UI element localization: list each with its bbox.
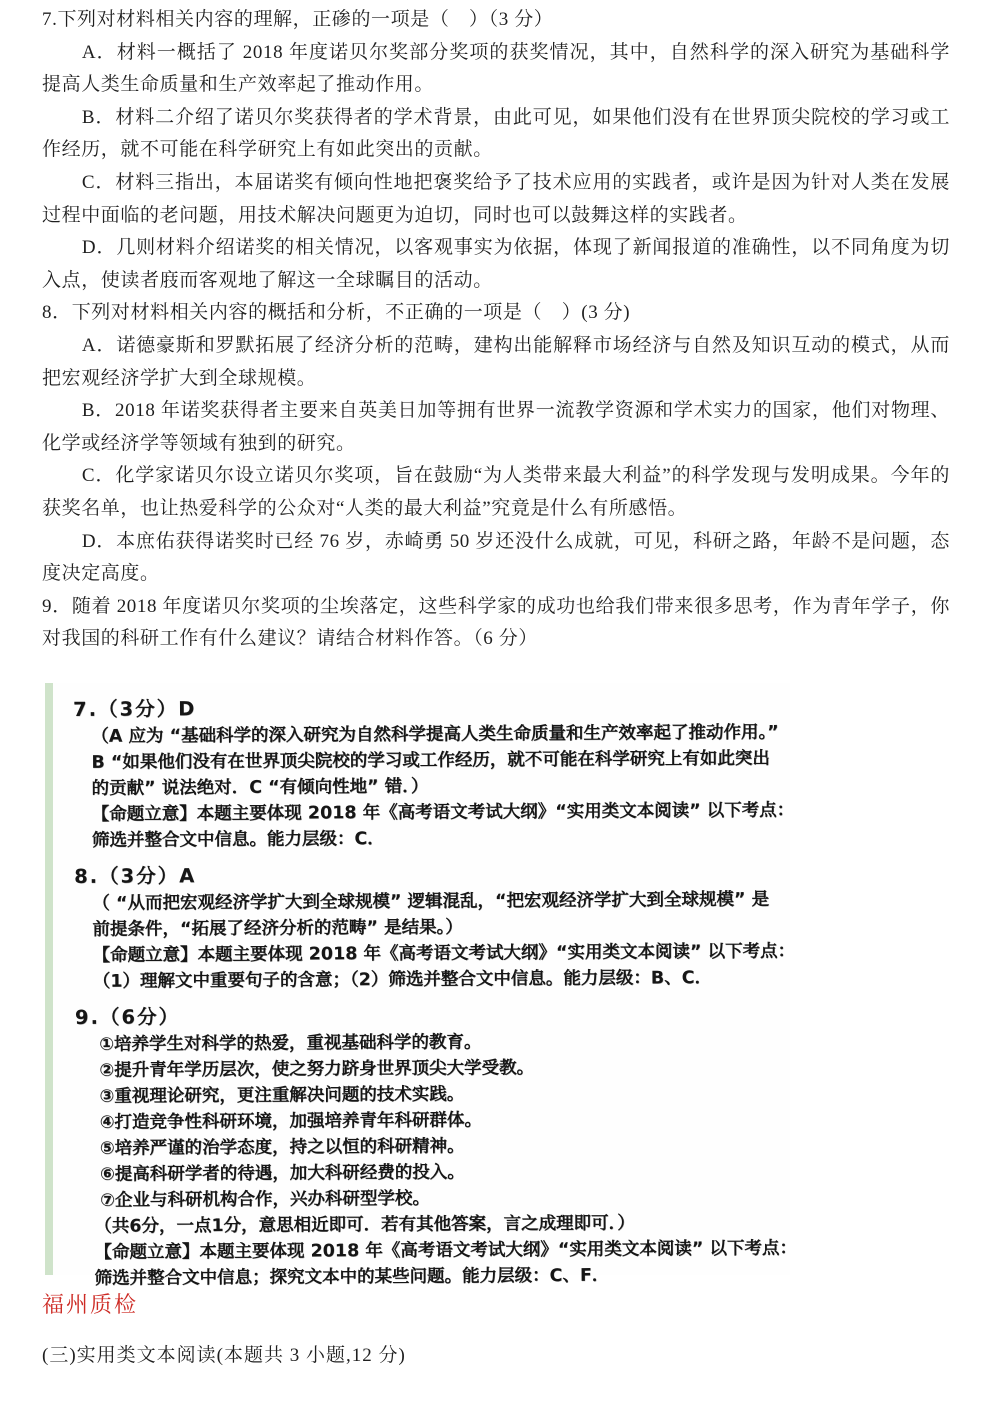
question-paragraph: 7.下列对材料相关内容的理解，正碜的一项是（ ）（3 分） [42, 9, 554, 30]
question-paragraph: A．诺德豪斯和罗默拓展了经济分析的范畴，建构出能解释市场经济与自然及知识互动的模式，从而把宏观经济学扩大到全球规模。 [42, 334, 950, 389]
answer-line: ④打造竞争性科研环境，加强培养青年科研群体。 [99, 1110, 483, 1133]
question-paragraph: D．本庶佑获得诺奖时已经 76 岁，赤崎勇 50 岁还没什么成就，可见，科研之路，年龄不是问题，态度决定高度。 [42, 530, 950, 585]
answer-lines [67, 683, 797, 1292]
question-paragraph: 8．下列对材料相关内容的概括和分析，不正确的一项是（ ）(3 分) [42, 302, 631, 324]
question-paragraph: D．几则材料介绍诺奖的相关情况，以客观事实为依据，体现了新闻报道的准确性，以不同角度为切入点，使读者庪而客观地了解这一全球瞩目的活动。 [42, 237, 950, 291]
question-paragraph: B．材料二介绍了诺贝尔奖获得者的学术背景，由此可见，如果他们没有在世界顶尖院校的学习或工作经历，就不可能在科学研究上有如此突出的贡献。 [42, 106, 950, 161]
section-heading: (三)实用类文本阅读(本题共 3 小题,12 分) [42, 1345, 406, 1366]
answer-line: 筛选并整合文中信息；探究文本中的某些问题。能力层级：C、F． [94, 1265, 610, 1289]
answer-line: 筛选并整合文中信息。能力层级：C． [91, 829, 385, 851]
answer-line: 【命题立意】本题主要体现 2018 年《高考语文考试大纲》“实用类文本阅读” 以下考点： [91, 800, 795, 825]
answer-line: （共6分，一点1分，意思相近即可．若有其他答案，言之成理即可．） [94, 1213, 635, 1237]
answer-line: B “如果他们没有在世界顶尖院校的学习或工作经历，就不可能在科学研究上有如此突出 [91, 748, 770, 773]
question-paragraph: B．2018 年诺奖获得者主要来自英美日加等拥有世界一流教学资源和学术实力的国家，他们对物理、化学或经济学等领域有独到的研究。 [42, 400, 950, 454]
answer-line: ②提升青年学历层次，使之努力跻身世界顶尖大学受教。 [99, 1058, 535, 1081]
scan-margin-stripe [45, 683, 53, 1275]
answer-line: （A 应为 “基础科学的深入研究为自然科学提高人类生命质量和生产效率起了推动作用。” [91, 722, 779, 747]
answer-line: 【命题立意】本题主要体现 2018 年《高考语文考试大纲》“实用类文本阅读” 以下考点： [92, 941, 796, 966]
answer-line: 7.（3分）D [73, 697, 197, 721]
answer-line: ⑤培养严谨的治学态度，持之以恒的科研精神。 [99, 1136, 465, 1159]
answer-line: ①培养学生对科学的热爱，重视基础科学的教育。 [99, 1032, 482, 1055]
source-label: 福州质检 [42, 1292, 139, 1317]
answer-line: 的贡献” 说法绝对．C “有倾向性地” 错．） [91, 776, 429, 799]
question-paragraph: 9．随着 2018 年度诺贝尔奖项的尘埃落定，这些科学家的成功也给我们带来很多思考，作为青年学子，你对我国的科研工作有什么建议？请结合材料作答。（6 分） [42, 595, 950, 650]
answer-line: （1）理解文中重要句子的含意；（2）筛选并整合文中信息。能力层级：B、C． [92, 968, 713, 992]
answer-line: ⑥提高科研学者的待遇，加大科研经费的投入。 [99, 1162, 465, 1185]
answer-line: 【命题立意】本题主要体现 2018 年《高考语文考试大纲》“实用类文本阅读” 以下考点： [94, 1238, 797, 1263]
answer-line: 前提条件，“拓展了经济分析的范畴” 是结果。） [92, 917, 463, 940]
scanned-answer-region [45, 683, 797, 1289]
question-paragraph: C．化学家诺贝尔设立诺贝尔奖项，旨在鼓励“为人类带来最大利益”的科学发现与发明成果。今年的获奖名单，也让热爱科学的公众对“人类的最大利益”究竟是什么有所感悟。 [42, 465, 950, 519]
answer-line: ③重视理论研究，更注重解决问题的技术实践。 [99, 1084, 465, 1107]
questions-section [42, 4, 950, 656]
answer-line: 8.（3分）A [74, 864, 197, 888]
answer-line: ⑦企业与科研机构合作，兴办科研型学校。 [100, 1188, 431, 1211]
answer-line: （ “从而把宏观经济学扩大到全球规模” 逻辑混乱，“把宏观经济学扩大到全球规模” 是 [92, 889, 770, 914]
question-paragraph: C．材料三指出，本届诺奖有倾向性地把褒奖给予了技术应用的实践者，或许是因为针对人类在发展过程中面临的老问题，用技术解决问题更为迫切，同时也可以鼓舞这样的实践者。 [42, 171, 950, 226]
question-paragraph: A．材料一概括了 2018 年度诺贝尔奖部分奖项的获奖情况，其中，自然科学的深入研究为基础科学提高人类生命质量和生产效率起了推动作用。 [42, 41, 950, 96]
answer-line: 9.（6分） [74, 1005, 181, 1029]
